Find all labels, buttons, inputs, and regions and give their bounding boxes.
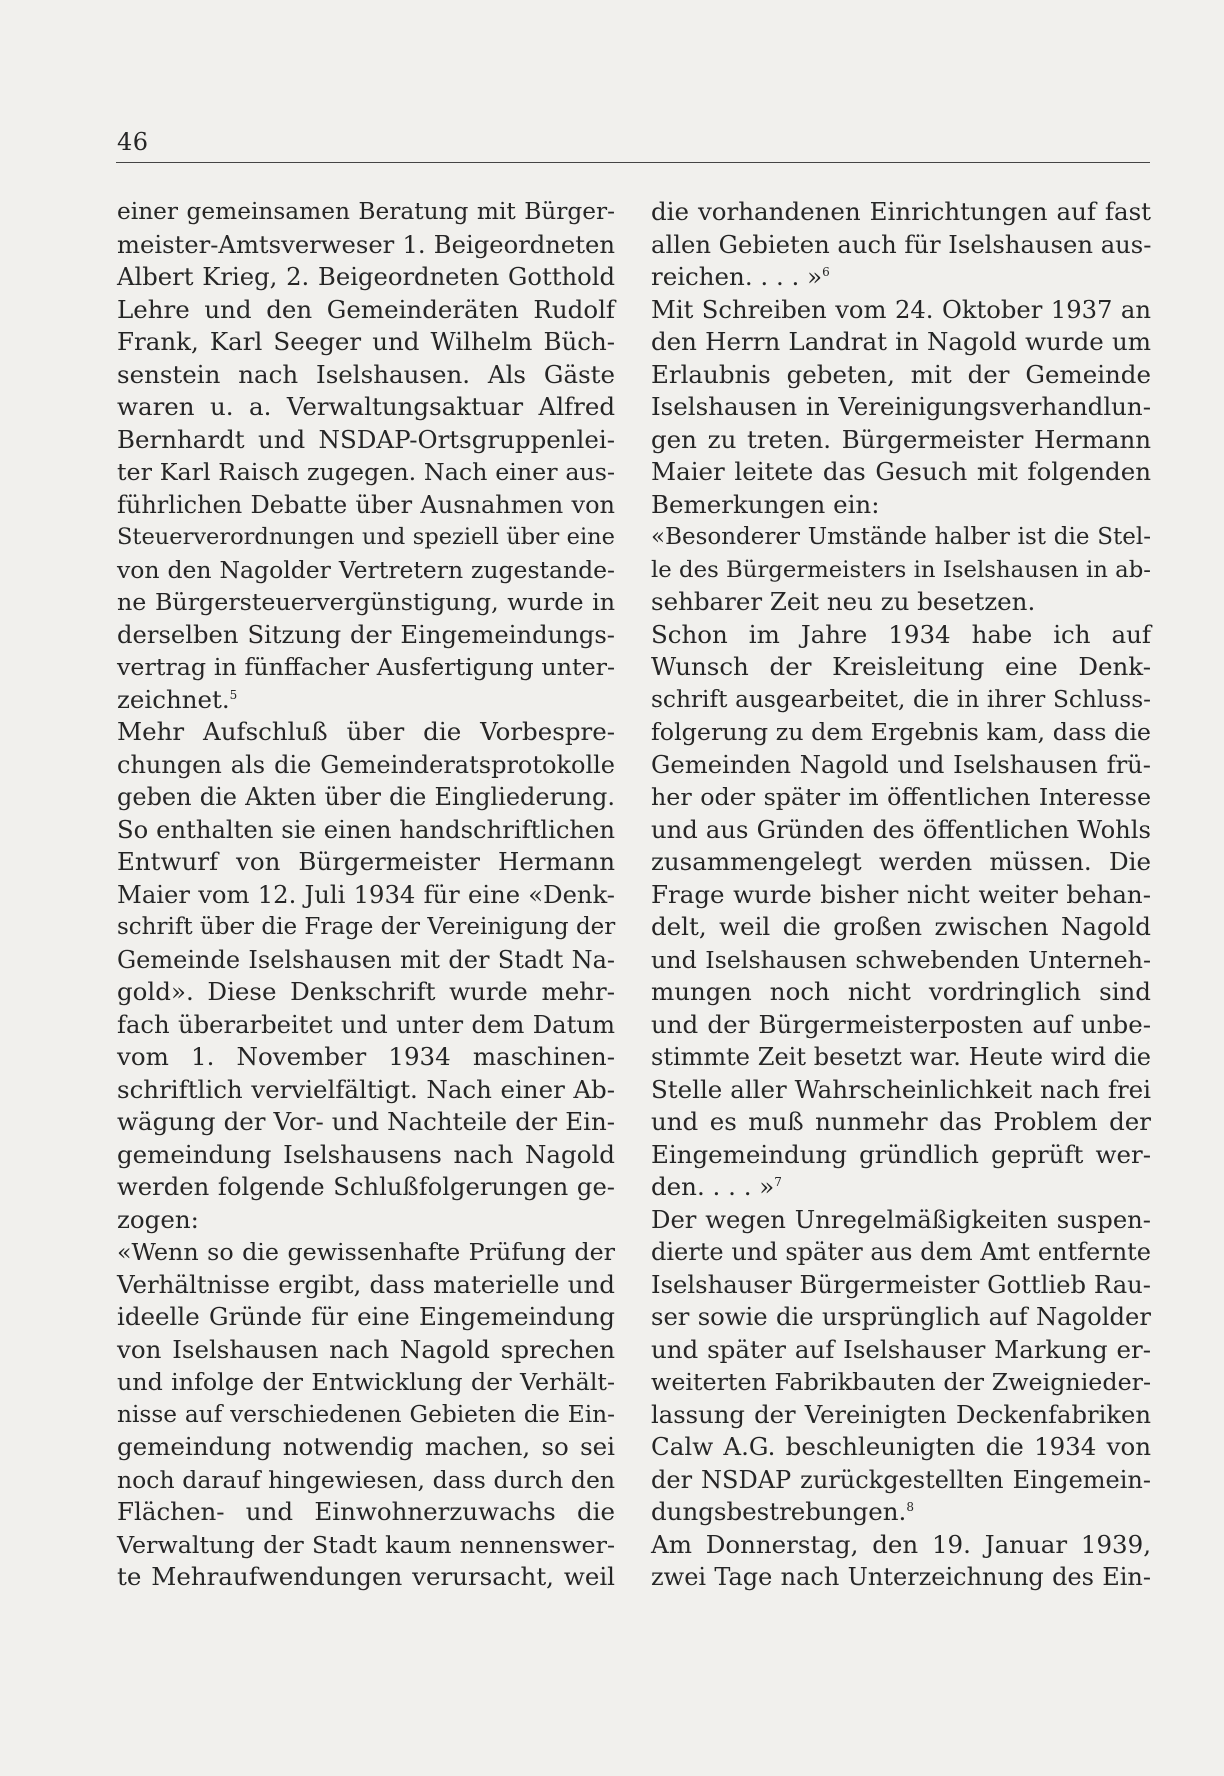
text-line — [117, 1074, 615, 1107]
text-line — [117, 326, 615, 359]
text-line — [117, 391, 615, 424]
line-text: Gemeinde Iselshausen mit der Stadt Na- — [117, 945, 615, 974]
line-text: dungsbestrebungen. — [651, 1497, 907, 1526]
text-line — [117, 489, 615, 522]
text-line — [117, 1464, 615, 1497]
text-line — [117, 1041, 615, 1074]
text-line — [651, 1496, 1151, 1529]
text-line — [117, 651, 615, 684]
line-text: Flächen- und Einwohnerzuwachs die — [117, 1497, 615, 1526]
line-text: den Herrn Landrat in Nagold wurde um — [651, 327, 1151, 356]
page-number: 46 — [117, 128, 149, 156]
line-text: wägung der Vor- und Nachteile der Ein- — [117, 1107, 615, 1136]
line-text: werden folgende Schlußfolgerungen ge- — [117, 1172, 615, 1201]
text-line — [117, 521, 615, 554]
line-text: Schon im Jahre 1934 habe ich auf — [651, 619, 1151, 649]
line-text: ideelle Gründe für eine Eingemeindung — [117, 1302, 615, 1331]
line-text: den. . . . » — [651, 1172, 775, 1201]
text-line — [117, 424, 615, 457]
text-line — [117, 1009, 615, 1042]
line-text: vertrag in fünffacher Ausfertigung unter- — [117, 653, 615, 681]
line-text: Stelle aller Wahrscheinlichkeit nach frei — [651, 1074, 1151, 1104]
line-text: Iselshauser Bürgermeister Gottlieb Rau- — [651, 1269, 1151, 1299]
text-line — [117, 1561, 615, 1594]
line-text: ter Karl Raisch zugegen. Nach einer aus- — [117, 458, 615, 486]
text-line — [651, 911, 1151, 944]
line-text: senstein nach Iselshausen. Als Gäste — [117, 359, 615, 389]
line-text: gen zu treten. Bürgermeister Hermann — [651, 424, 1151, 454]
line-text: Maier vom 12. Juli 1934 für eine «Denk- — [117, 879, 615, 909]
line-text: von den Nagolder Vertretern zugestande- — [117, 555, 615, 584]
text-line — [651, 1366, 1151, 1399]
line-text: Calw A.G. beschleunigten die 1934 von — [651, 1432, 1151, 1461]
text-line — [117, 1366, 615, 1399]
text-line — [651, 1236, 1151, 1269]
line-text: ne Bürgersteuervergünstigung, wurde in — [117, 588, 615, 616]
line-text: und später auf Iselshauser Markung er- — [651, 1334, 1151, 1364]
line-text: ser sowie die ursprünglich auf Nagolder — [651, 1302, 1151, 1331]
line-text: Verwaltung der Stadt kaum nennenswer- — [117, 1530, 615, 1559]
text-line — [651, 684, 1151, 717]
line-text: Am Donnerstag, den 19. Januar 1939, — [651, 1529, 1151, 1559]
text-line — [651, 1561, 1151, 1594]
line-text: und aus Gründen des öffentlichen Wohls — [651, 814, 1151, 844]
line-text: fach überarbeitet und unter dem Datum — [117, 1009, 615, 1039]
line-text: So enthalten sie einen handschriftlichen — [117, 814, 615, 844]
text-line — [117, 814, 615, 847]
text-line — [651, 294, 1151, 327]
line-text: «Wenn so die gewissenhafte Prüfung der — [117, 1238, 615, 1266]
text-line — [117, 586, 615, 619]
text-line — [651, 651, 1151, 684]
line-text: Mehr Aufschluß über die Vorbespre- — [117, 717, 615, 746]
line-text: gemeindung Iselshausens nach Nagold — [117, 1139, 615, 1169]
line-text: von Iselshausen nach Nagold sprechen — [117, 1334, 615, 1364]
line-text: waren u. a. Verwaltungsaktuar Alfred — [117, 392, 615, 421]
footnote-marker: 6 — [822, 264, 830, 279]
text-line — [651, 944, 1151, 977]
text-line — [651, 1009, 1151, 1042]
line-text: noch darauf hingewiesen, dass durch den — [117, 1465, 615, 1494]
line-text: der NSDAP zurückgestellten Eingemein- — [651, 1465, 1151, 1494]
line-text: schrift ausgearbeitet, die in ihrer Schluss- — [651, 685, 1151, 713]
line-text: dierte und später aus dem Amt entfernte — [651, 1238, 1151, 1266]
text-line — [117, 196, 615, 229]
line-text: allen Gebieten auch für Iselshausen aus- — [651, 229, 1152, 259]
text-line — [651, 359, 1151, 392]
text-line — [651, 619, 1151, 652]
text-line — [117, 1431, 615, 1464]
line-text: Frank, Karl Seeger und Wilhelm Büch- — [117, 327, 615, 356]
line-text: derselben Sitzung der Eingemeindungs- — [117, 619, 615, 649]
line-text: gold». Diese Denkschrift wurde mehr- — [117, 977, 615, 1006]
line-text: und es muß nunmehr das Problem der — [651, 1107, 1151, 1136]
line-text: mungen noch nicht vordringlich sind — [651, 977, 1151, 1006]
line-text: «Besonderer Umstände halber ist die Stel- — [651, 524, 1151, 550]
text-line — [117, 1496, 615, 1529]
line-text: zwei Tage nach Unterzeichnung des Ein- — [651, 1563, 1151, 1591]
text-line — [117, 261, 615, 294]
text-line — [651, 1171, 1151, 1204]
text-line — [651, 976, 1151, 1009]
line-text: zogen: — [117, 1204, 199, 1234]
line-text: nisse auf verschiedenen Gebieten die Ein- — [117, 1400, 615, 1428]
line-text: Mit Schreiben vom 24. Oktober 1937 an — [651, 294, 1151, 324]
line-text: Lehre und den Gemeinderäten Rudolf — [117, 294, 615, 324]
line-text: chungen als die Gemeinderatsprotokolle — [117, 750, 615, 779]
text-line — [117, 294, 615, 327]
line-text: die vorhandenen Einrichtungen auf fast — [651, 197, 1151, 226]
text-line — [651, 1399, 1151, 1432]
text-line — [117, 1301, 615, 1334]
line-text: Frage wurde bisher nicht weiter behan- — [651, 879, 1151, 909]
line-text: le des Bürgermeisters in Iselshausen in ab- — [651, 556, 1151, 583]
line-text: gemeindung notwendig machen, so sei — [117, 1432, 615, 1461]
line-text: Bemerkungen ein: — [651, 489, 880, 519]
line-text: zusammengelegt werden müssen. Die — [651, 847, 1151, 876]
text-line — [117, 911, 615, 944]
line-text: Steuerverordnungen und speziell über eine — [117, 524, 615, 550]
text-line — [117, 879, 615, 912]
text-line — [651, 1106, 1151, 1139]
text-line — [117, 976, 615, 1009]
line-text: und infolge der Entwicklung der Verhält- — [117, 1368, 615, 1396]
right-column — [651, 196, 1151, 1594]
text-line — [651, 391, 1151, 424]
line-text: geben die Akten über die Eingliederung. — [117, 783, 615, 811]
text-line — [651, 749, 1151, 782]
line-text: Gemeinden Nagold und Iselshausen frü- — [651, 749, 1151, 779]
text-line — [117, 554, 615, 587]
line-text: Bernhardt und NSDAP-Ortsgruppenlei- — [117, 424, 615, 454]
text-line — [117, 456, 615, 489]
line-text: te Mehraufwendungen verursacht, weil — [117, 1562, 615, 1591]
text-line — [651, 1269, 1151, 1302]
text-line — [117, 716, 615, 749]
text-line — [651, 846, 1151, 879]
text-line — [651, 554, 1151, 587]
line-text: Entwurf von Bürgermeister Hermann — [117, 847, 615, 876]
line-text: zeichnet. — [117, 684, 230, 714]
line-text: Verhältnisse ergibt, dass materielle und — [117, 1269, 615, 1299]
line-text: her oder später im öffentlichen Interesse — [651, 783, 1151, 811]
text-line — [651, 521, 1151, 554]
line-text: Erlaubnis gebeten, mit der Gemeinde — [651, 359, 1151, 389]
line-text: lassung der Vereinigten Deckenfabriken — [651, 1399, 1151, 1429]
text-line — [651, 229, 1151, 262]
text-line — [651, 424, 1151, 457]
text-line — [651, 1139, 1151, 1172]
line-text: vom 1. November 1934 maschinen- — [117, 1042, 615, 1071]
text-line — [651, 879, 1151, 912]
text-line — [117, 1171, 615, 1204]
line-text: Iselshausen in Vereinigungsverhandlun- — [651, 392, 1151, 421]
line-text: und der Bürgermeisterposten auf unbe- — [651, 1009, 1151, 1039]
text-line — [117, 1106, 615, 1139]
footnote-marker: 5 — [229, 687, 238, 702]
text-line — [651, 456, 1151, 489]
footnote-marker: 7 — [774, 1174, 782, 1189]
text-line — [651, 196, 1151, 229]
text-line — [117, 781, 615, 814]
footnote-marker: 8 — [906, 1499, 914, 1514]
text-line — [651, 781, 1151, 814]
line-text: sehbarer Zeit neu zu besetzen. — [651, 587, 1036, 616]
text-line — [117, 1204, 615, 1237]
text-line — [117, 359, 615, 392]
text-line — [651, 1301, 1151, 1334]
text-line — [117, 846, 615, 879]
line-text: und Iselshausen schwebenden Unterneh- — [651, 945, 1151, 974]
text-line — [117, 1139, 615, 1172]
text-line — [651, 489, 1151, 522]
line-text: Maier leitete das Gesuch mit folgenden — [651, 457, 1151, 486]
text-line — [117, 749, 615, 782]
left-column — [117, 196, 615, 1594]
line-text: folgerung zu dem Ergebnis kam, dass die — [651, 718, 1151, 746]
text-line — [651, 1464, 1151, 1497]
text-line — [651, 716, 1151, 749]
text-line — [651, 1529, 1151, 1562]
text-line — [651, 326, 1151, 359]
text-line — [651, 586, 1151, 619]
text-line — [117, 619, 615, 652]
text-line — [651, 814, 1151, 847]
text-line — [651, 1074, 1151, 1107]
line-text: meister-Amtsverweser 1. Beigeordneten — [117, 229, 615, 259]
header-rule — [116, 162, 1150, 163]
line-text: schriftlich vervielfältigt. Nach einer Ab- — [117, 1074, 615, 1104]
text-line — [651, 1041, 1151, 1074]
line-text: delt, weil die großen zwischen Nagold — [651, 912, 1151, 941]
line-text: führlichen Debatte über Ausnahmen von — [117, 490, 615, 519]
text-line — [117, 1334, 615, 1367]
text-line — [651, 261, 1151, 294]
text-line — [117, 1269, 615, 1302]
line-text: schrift über die Frage der Vereinigung der — [117, 914, 616, 940]
text-line — [651, 1334, 1151, 1367]
line-text: Wunsch der Kreisleitung eine Denk- — [651, 652, 1151, 681]
line-text: einer gemeinsamen Beratung mit Bürger- — [117, 198, 615, 225]
text-line — [117, 1236, 615, 1269]
text-line — [117, 1399, 615, 1432]
text-line — [117, 229, 615, 262]
line-text: Albert Krieg, 2. Beigeordneten Gotthold — [117, 262, 615, 291]
text-line — [651, 1431, 1151, 1464]
text-line — [651, 1204, 1151, 1237]
text-line — [117, 1529, 615, 1562]
line-text: Eingemeindung gründlich geprüft wer- — [651, 1139, 1151, 1169]
line-text: stimmte Zeit besetzt war. Heute wird die — [651, 1043, 1151, 1071]
text-line — [117, 944, 615, 977]
line-text: Der wegen Unregelmäßigkeiten suspen- — [651, 1204, 1151, 1234]
line-text: reichen. . . . » — [651, 262, 823, 291]
text-line — [117, 684, 615, 717]
line-text: weiterten Fabrikbauten der Zweignieder- — [651, 1368, 1151, 1396]
